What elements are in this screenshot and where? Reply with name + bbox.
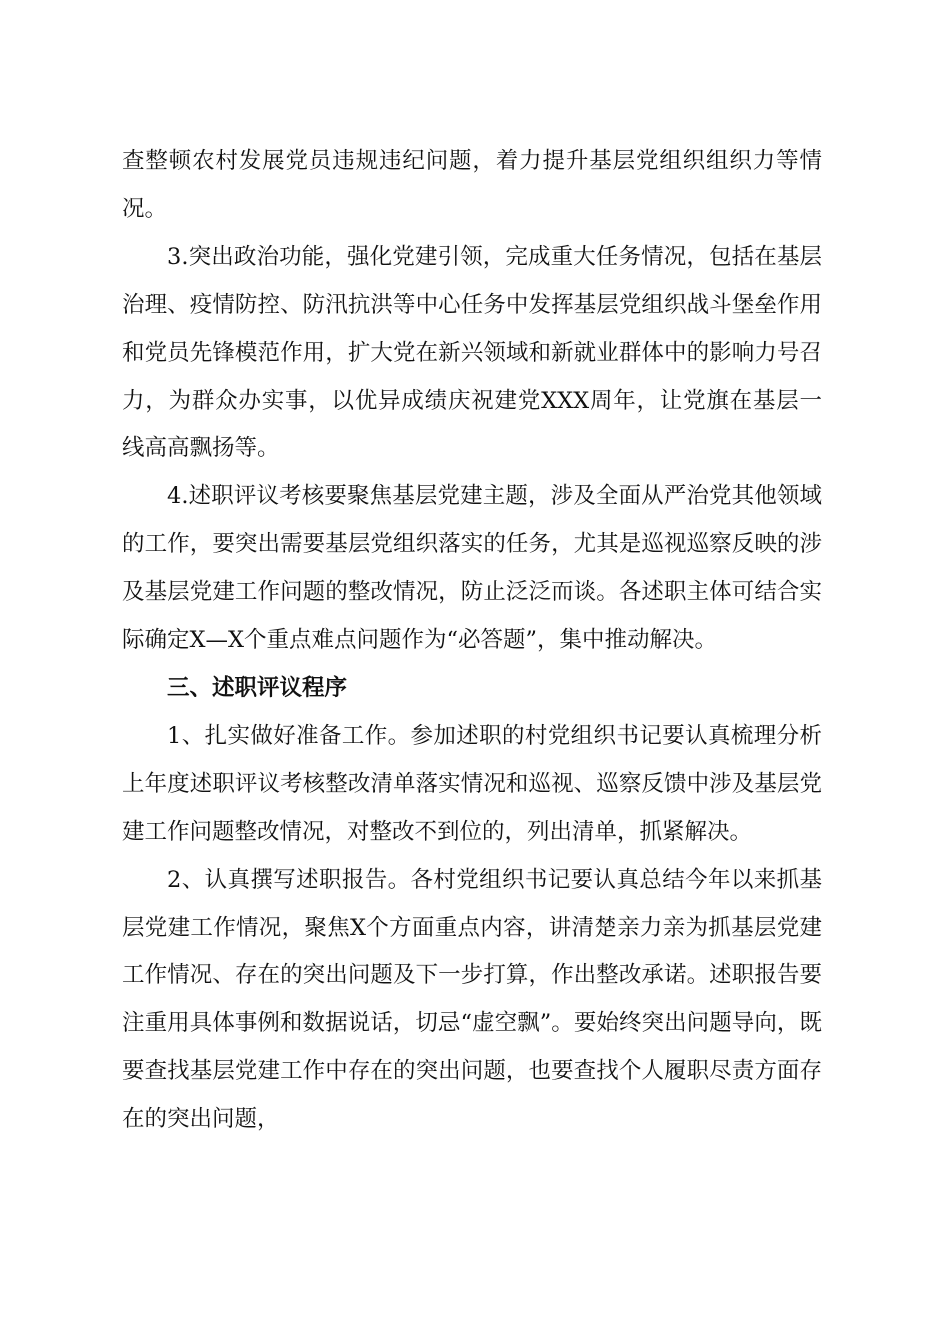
paragraph-item-4: 4.述职评议考核要聚焦基层党建主题，涉及全面从严治党其他领域的工作，要突出需要基层党组织落实的任务，尤其是巡视巡察反映的涉及基层党建工作问题的整改情况，防止泛泛而谈。各述职主体可结合实际确定X—X个重点难点问题作为“必答题”，集中推动解决。: [122, 483, 822, 654]
section-heading: 三、述职评议程序: [167, 674, 348, 701]
paragraph-step-2: 2、认真撰写述职报告。各村党组织书记要认真总结今年以来抓基层党建工作情况，聚焦X个方面重点内容，讲清楚亲力亲为抓基层党建工作情况、存在的突出问题及下一步打算，作出整改承诺。述职报告要注重用具体事例和数据说话，切忌“虚空飘”。要始终突出问题导向，既要查找基层党建工作中存在的突出问题，也要查找个人履职尽责方面存在的突出问题，: [122, 866, 822, 1133]
paragraph-item-3: 3.突出政治功能，强化党建引领，完成重大任务情况，包括在基层治理、疫情防控、防汛抗洪等中心任务中发挥基层党组织战斗堡垒作用和党员先锋模范作用，扩大党在新兴领域和新就业群体中的影响力号召力，为群众办实事，以优异成绩庆祝建党XXX周年，让党旗在基层一线高高飘扬等。: [122, 243, 822, 462]
paragraph-step-1: 1、扎实做好准备工作。参加述职的村党组织书记要认真梳理分析上年度述职评议考核整改清单落实情况和巡视、巡察反馈中涉及基层党建工作问题整改情况，对整改不到位的，列出清单，抓紧解决。: [122, 722, 822, 845]
document-body: [122, 138, 822, 1144]
paragraph-continuation: 查整顿农村发展党员违规违纪问题，着力提升基层党组织组织力等情况。: [122, 148, 822, 222]
